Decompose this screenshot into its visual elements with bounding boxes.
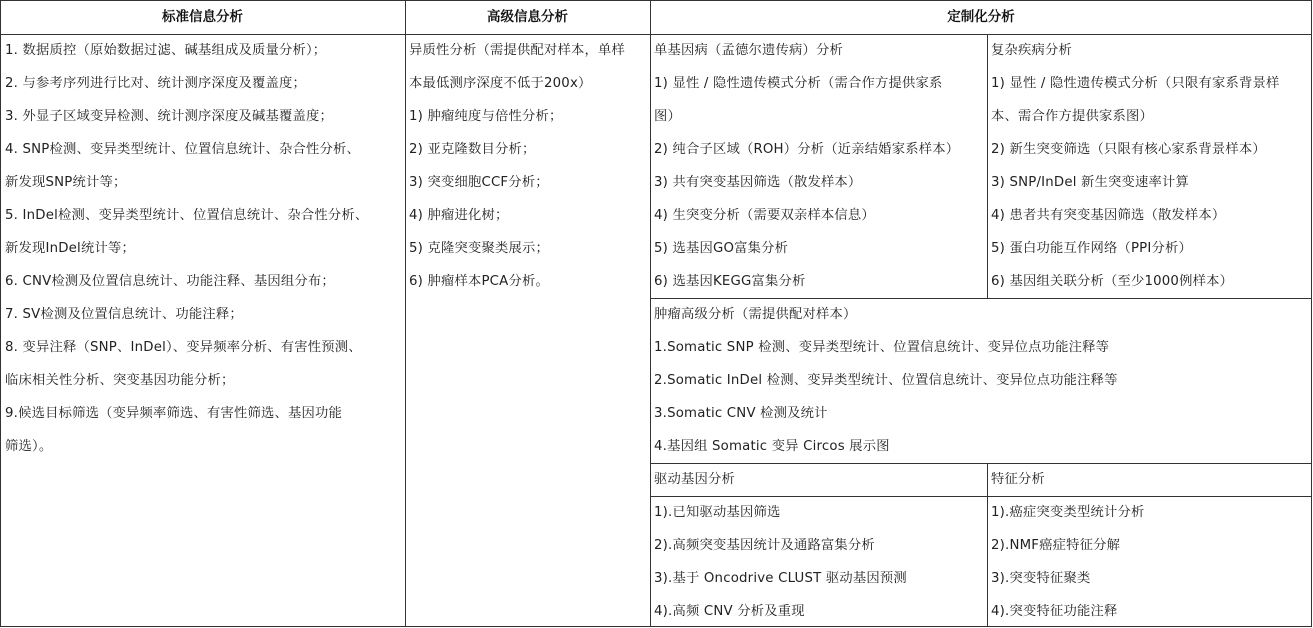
driver-line: 1).已知驱动基因筛选: [654, 505, 781, 520]
mendelian-line: 1) 显性 / 隐性遗传模式分析（需合作方提供家系: [654, 76, 943, 91]
standard-line: 新发现InDel统计等；: [5, 241, 135, 256]
mendelian-line: 图）: [654, 109, 681, 124]
complex-line: 本、需合作方提供家系图）: [991, 109, 1153, 124]
standard-line: 4. SNP检测、变异类型统计、位置信息统计、杂合性分析、: [5, 142, 360, 157]
advanced-line: 3) 突变细胞CCF分析；: [409, 175, 549, 190]
signature-line: 2).NMF癌症特征分解: [991, 538, 1121, 553]
divider-mendelian-complex: [987, 34, 988, 298]
standard-line: 3. 外显子区域变异检测、统计测序深度及碱基覆盖度；: [5, 109, 333, 124]
signature-line: 3).突变特征聚类: [991, 571, 1091, 586]
standard-line: 5. InDel检测、变异类型统计、位置信息统计、杂合性分析、: [5, 208, 369, 223]
standard-line: 筛选）。: [5, 439, 53, 454]
signature-title: 特征分析: [991, 472, 1045, 487]
mendelian-line: 4) 生突变分析（需要双亲样本信息）: [654, 208, 875, 223]
complex-line: 3) SNP/InDel 新生突变速率计算: [991, 175, 1190, 190]
complex-line: 5) 蛋白功能互作网络（PPI分析）: [991, 241, 1192, 256]
divider-driver-signature: [987, 463, 988, 627]
tumor-line: 1.Somatic SNP 检测、变异类型统计、位置信息统计、变异位点功能注释等: [654, 340, 1110, 355]
tumor-line: 2.Somatic InDel 检测、变异类型统计、位置信息统计、变异位点功能注释等: [654, 373, 1118, 388]
standard-line: 7. SV检测及位置信息统计、功能注释；: [5, 307, 243, 322]
mendelian-analysis-cell: [654, 34, 959, 298]
divider-standard-advanced: [405, 0, 406, 627]
standard-line: 9.候选目标筛选（变异频率筛选、有害性筛选、基因功能: [5, 406, 343, 421]
driver-title: 驱动基因分析: [654, 472, 735, 487]
complex-line: 2) 新生突变筛选（只限有核心家系背景样本）: [991, 142, 1266, 157]
standard-line: 2. 与参考序列进行比对、统计测序深度及覆盖度；: [5, 76, 306, 91]
signature-line: 4).突变特征功能注释: [991, 604, 1118, 619]
header-advanced: 高级信息分析: [487, 9, 568, 25]
driver-line: 3).基于 Oncodrive CLUST 驱动基因预测: [654, 571, 907, 586]
tumor-line: 4.基因组 Somatic 变异 Circos 展示图: [654, 439, 890, 454]
advanced-line: 5) 克隆突变聚类展示；: [409, 241, 549, 256]
advanced-line: 6) 肿瘤样本PCA分析。: [409, 274, 549, 289]
tumor-line: 3.Somatic CNV 检测及统计: [654, 406, 828, 421]
driver-gene-cell: [654, 463, 907, 628]
standard-line: 8. 变异注释（SNP、InDel）、变异频率分析、有害性预测、: [5, 340, 362, 355]
advanced-analysis-column: [409, 34, 625, 298]
mendelian-line: 5) 选基因GO富集分析: [654, 241, 789, 256]
advanced-line: 异质性分析（需提供配对样本，单样: [409, 43, 625, 58]
header-standard: 标准信息分析: [162, 9, 243, 25]
mendelian-line: 2) 纯合子区域（ROH）分析（近亲结婚家系样本）: [654, 142, 960, 157]
advanced-line: 1) 肿瘤纯度与倍性分析；: [409, 109, 563, 124]
divider-advanced-custom: [650, 0, 651, 627]
signature-line: 1).癌症突变类型统计分析: [991, 505, 1145, 520]
mendelian-line: 3) 共有突变基因筛选（散发样本）: [654, 175, 862, 190]
advanced-line: 4) 肿瘤进化树；: [409, 208, 509, 223]
standard-analysis-column: [5, 34, 368, 463]
standard-line: 6. CNV检测及位置信息统计、功能注释、基因组分布；: [5, 274, 335, 289]
header-custom: 定制化分析: [947, 9, 1015, 25]
advanced-line: 2) 亚克隆数目分析；: [409, 142, 536, 157]
driver-line: 4).高频 CNV 分析及重现: [654, 604, 805, 619]
standard-line: 1. 数据质控（原始数据过滤、碱基组成及质量分析）；: [5, 43, 327, 58]
tumor-line: 肿瘤高级分析（需提供配对样本）: [654, 307, 857, 322]
complex-analysis-cell: [991, 34, 1279, 298]
driver-line: 2).高频突变基因统计及通路富集分析: [654, 538, 875, 553]
complex-line: 复杂疾病分析: [991, 43, 1072, 58]
mendelian-line: 6) 选基因KEGG富集分析: [654, 274, 806, 289]
mendelian-line: 单基因病（孟德尔遗传病）分析: [654, 43, 843, 58]
standard-line: 临床相关性分析、突变基因功能分析；: [5, 373, 235, 388]
standard-line: 新发现SNP统计等；: [5, 175, 127, 190]
complex-line: 4) 患者共有突变基因筛选（散发样本）: [991, 208, 1226, 223]
advanced-line: 本最低测序深度不低于200x）: [409, 76, 592, 91]
complex-line: 6) 基因组关联分析（至少1000例样本）: [991, 274, 1234, 289]
tumor-analysis-cell: [654, 298, 1118, 463]
signature-cell: [991, 463, 1144, 628]
complex-line: 1) 显性 / 隐性遗传模式分析（只限有家系背景样: [991, 76, 1280, 91]
